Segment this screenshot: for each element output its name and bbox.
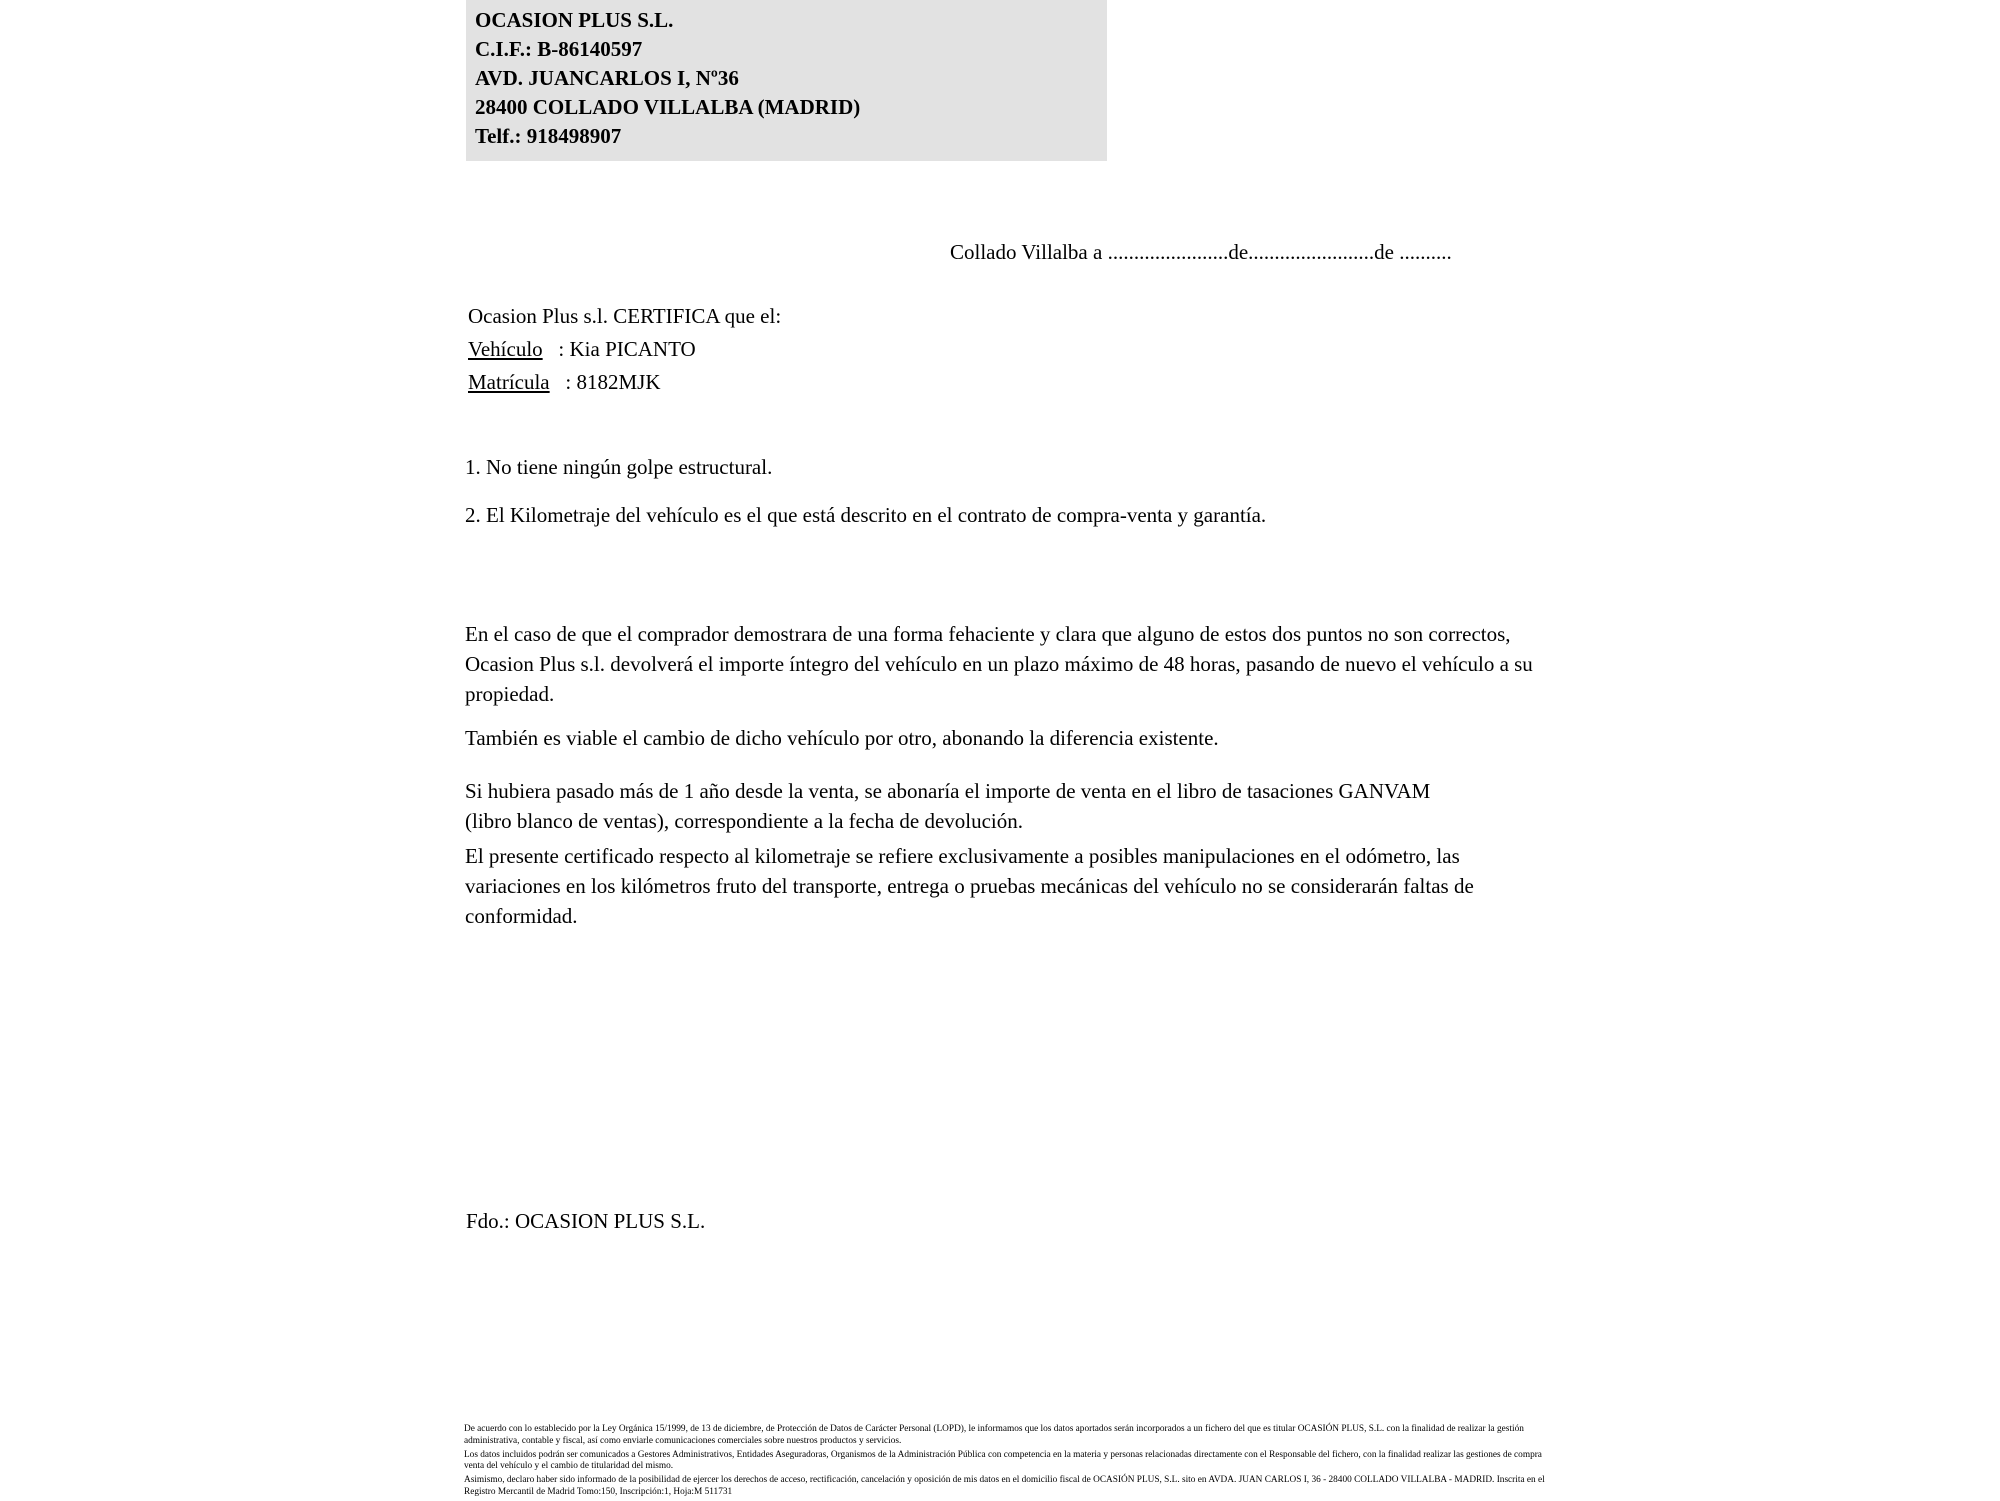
vehicle-separator: : [542,337,570,361]
legal-footer [464,1424,1549,1501]
letterhead-line-city: 28400 COLLADO VILLALBA (MADRID) [475,95,861,119]
paragraph-vehicle-exchange: También es viable el cambio de dicho vehículo por otro, abonando la diferencia existente. [465,726,1219,750]
plate-value: 8182MJK [576,370,661,394]
letterhead-line-phone: Telf.: 918498907 [475,124,622,148]
letterhead-line-cif: C.I.F.: B-86140597 [475,37,643,61]
vehicle-value: Kia PICANTO [569,337,696,361]
paragraph-ganvam-valuation: Si hubiera pasado más de 1 año desde la venta, se abonaría el importe de venta en el libro de tasaciones GANVAM (libro blanco de ventas), correspondiente a la fecha de devolución. [465,779,1431,833]
paragraph-refund-terms: En el caso de que el comprador demostrara de una forma fehaciente y clara que alguno de estos dos puntos no son correctos, Ocasion Plus s.l. devolverá el importe íntegro del vehículo en un plazo máximo de 48 horas, pasando de nuevo el vehículo a su propiedad. [465,622,1533,706]
paragraph-odometer-scope: El presente certificado respecto al kilometraje se refiere exclusivamente a posibles manipulaciones en el odómetro, las variaciones en los kilómetros fruto del transporte, entrega o pruebas mecánicas del vehículo no se considerarán faltas de conformidad. [465,844,1474,928]
plate-row [468,366,781,399]
certified-point-2: 2. El Kilometraje del vehículo es el que está descrito en el contrato de compra-venta y garantía. [465,503,1267,527]
plate-label: Matrícula [468,370,550,394]
letterhead-block [466,0,1107,161]
certified-point-1: 1. No tiene ningún golpe estructural. [465,455,773,479]
legal-footer-line-1: De acuerdo con lo establecido por la Ley Orgánica 15/1999, de 13 de diciembre, de Protección de Datos de Carácter Personal (LOPD), le informamos que los datos aportados serán incorporados a un fichero del que es titular OCASIÓN PLUS, S.L. con la finalidad de realizar la gestión administrativa, contable y fiscal, así como enviarle comunicaciones comerciales sobre nuestros productos y servicios. [464,1424,1524,1446]
letterhead-line-address: AVD. JUANCARLOS I, Nº36 [475,66,739,90]
vehicle-label: Vehículo [468,337,543,361]
plate-separator: : [549,370,577,394]
vehicle-row [468,333,781,366]
certification-block [468,300,781,399]
legal-footer-line-2: Los datos incluidos podrán ser comunicados a Gestores Administrativos, Entidades Aseguradoras, Organismos de la Administración Pública con competencia en la materia y personas relacionadas directamente con el Responsable del fichero, con la finalidad realizar las gestiones de compra venta del vehículo y el cambio de titularidad del mismo. [464,1449,1542,1472]
date-line: Collado Villalba a .......................de........................de .......... [950,240,1452,264]
certification-intro: Ocasion Plus s.l. CERTIFICA que el: [468,304,782,328]
signature-line: Fdo.: OCASION PLUS S.L. [466,1209,706,1233]
legal-footer-line-3: Asimismo, declaro haber sido informado de la posibilidad de ejercer los derechos de acceso, rectificación, cancelación y oposición de mis datos en el domicilio fiscal de OCASIÓN PLUS, S.L. sito en AVDA. JUAN CARLOS I, 36 - 28400 COLLADO VILLALBA - MADRID. Inscrita en el Registro Mercantil de Madrid Tomo:150, Inscripción:1, Hoja:M 511731 [464,1475,1545,1497]
letterhead-line-company: OCASION PLUS S.L. [475,8,674,32]
